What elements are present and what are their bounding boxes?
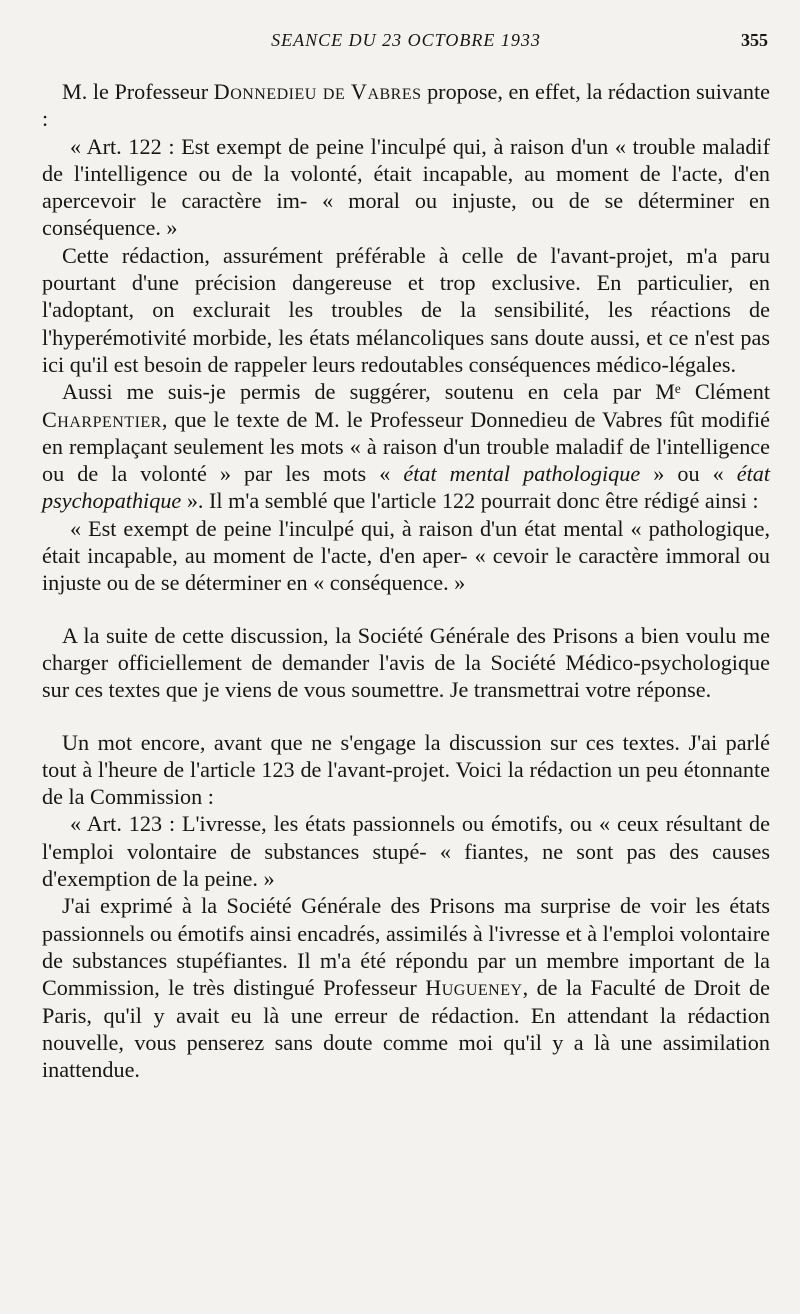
paragraph: Un mot encore, avant que ne s'engage la discussion sur ces textes. J'ai parlé tout à l'heure de l'article 123 de l'avant-projet. Voici la rédaction un peu étonnante de la Commission : xyxy=(42,729,770,810)
author-name: Donnedieu de Vabres xyxy=(213,79,422,104)
paragraph: Cette rédaction, assurément préférable à celle de l'avant-projet, m'a paru pourtant d'une précision dangereuse et trop exclusive. En particulier, en l'adoptant, on exclurait les troubles de la sensibilité, les réactions de l'hyperémotivité morbide, les états mélancoliques sans doute aussi, et ce n'est pas ici qu'il est besoin de rappeler leurs redoutables conséquences médico-légales. xyxy=(42,242,770,377)
page-number: 355 xyxy=(741,30,768,50)
paragraph: M. le Professeur Donnedieu de Vabres propose, en effet, la rédaction suivante : xyxy=(42,79,770,132)
quoted-article: « Art. 122 : Est exempt de peine l'inculpé qui, à raison d'un « trouble maladif de l'intelligence ou de la volonté, était incapable, au moment de l'acte, d'en apercevoir le caractère im- « moral ou injuste, ou de se déterminer en conséquence. » xyxy=(42,133,770,241)
paragraph: A la suite de cette discussion, la Société Générale des Prisons a bien voulu me charger officiellement de demander l'avis de la Société Médico-psychologique sur ces textes que je viens de vous soumettre. Je transmettrai votre réponse. xyxy=(42,622,770,703)
page-header xyxy=(42,30,770,58)
quoted-article: « Art. 123 : L'ivresse, les états passionnels ou émotifs, ou « ceux résultant de l'emploi volontaire de substances stupé- « fiantes, ne sont pas des causes d'exemption de la peine. » xyxy=(42,811,770,892)
italic-term: état psychopathique xyxy=(42,461,770,514)
page-body xyxy=(42,78,770,1083)
paragraph: J'ai exprimé à la Société Générale des Prisons ma surprise de voir les états passionnels ou émotifs ainsi encadrés, assimilés à l'ivresse et à l'emploi volontaire de substances stupéfiantes. Il m'a été répondu par un membre important de la Commission, le très distingué Professeur Hugueney, de la Faculté de Droit de Paris, qu'il y avait eu là une erreur de rédaction. En attendant la rédaction nouvelle, vous penserez sans doute comme moi qu'il y a là une assimilation inattendue. xyxy=(42,893,770,1083)
author-name: Charpentier xyxy=(42,406,162,432)
italic-term: état mental pathologique xyxy=(403,461,641,487)
running-title: SEANCE DU 23 OCTOBRE 1933 xyxy=(271,30,541,50)
paragraph: Aussi me suis-je permis de suggérer, soutenu en cela par Mᵉ Clément Charpentier, que le texte de M. le Professeur Donnedieu de Vabres fût modifié en remplaçant seulement les mots « à raison d'un trouble maladif de l'intelligence ou de la volonté » par les mots « état mental pathologique » ou « état psychopathique ». Il m'a semblé que l'article 122 pourrait donc être rédigé ainsi : xyxy=(42,379,770,514)
author-name: Hugueney xyxy=(425,975,523,1001)
quoted-article: « Est exempt de peine l'inculpé qui, à raison d'un état mental « pathologique, était incapable, au moment de l'acte, d'en aper- « cevoir le caractère immoral ou injuste ou de se déterminer en « conséquence. » xyxy=(42,515,770,596)
